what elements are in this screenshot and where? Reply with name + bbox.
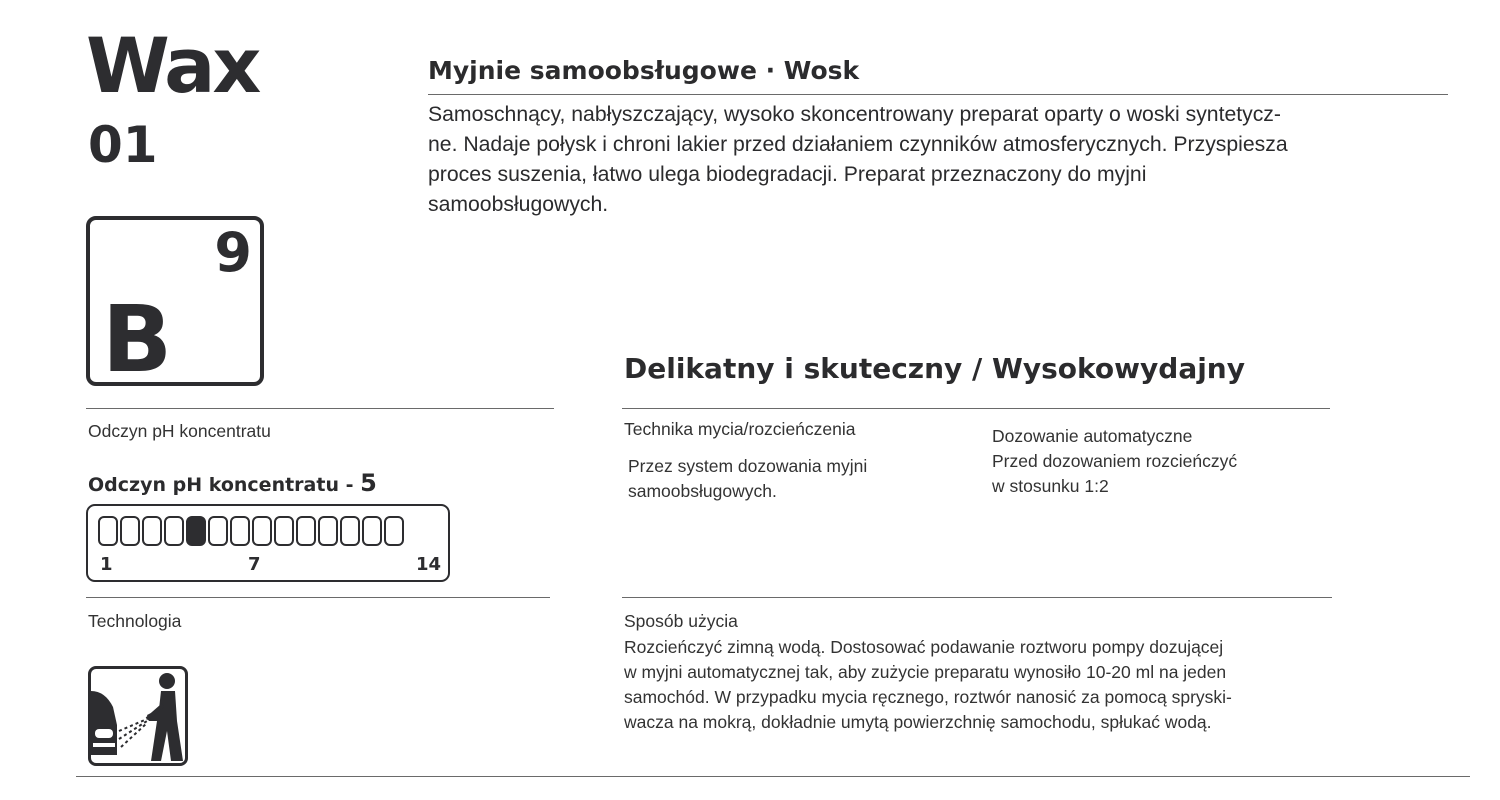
- ph-cell: [384, 516, 404, 546]
- ph-cell: [230, 516, 250, 546]
- footer-divider: [76, 776, 1470, 777]
- dosing-line: Dozowanie automatyczne: [992, 426, 1193, 446]
- header-divider: [428, 94, 1448, 95]
- ph-cell: [142, 516, 162, 546]
- product-number: 01: [88, 116, 158, 174]
- technique-line: Przez system dozowania myjni: [628, 456, 868, 476]
- ph-title-text: Odczyn pH koncentratu -: [88, 474, 361, 496]
- technique-text: [628, 454, 867, 504]
- description-line: ne. Nadaje połysk i chroni lakier przed działaniem czynników atmosferycznych. Przyspiesza: [428, 133, 1288, 156]
- ph-tick-min: 1: [100, 554, 113, 575]
- product-name: Wax: [86, 21, 259, 110]
- product-description: [428, 100, 1418, 220]
- ph-title: [88, 469, 377, 497]
- ph-tick-mid: 7: [248, 554, 261, 575]
- technology-label: Technologia: [88, 611, 182, 631]
- description-line: Samoschnący, nabłyszczający, wysoko skoncentrowany preparat oparty o woski syntetycz-: [428, 103, 1281, 126]
- technique-section-divider: [622, 408, 1330, 409]
- ph-cell: [318, 516, 338, 546]
- pressure-washer-icon: [88, 666, 188, 766]
- usage-section-divider: [622, 597, 1332, 598]
- technology-section-divider: [86, 597, 550, 598]
- ph-cell-active: [186, 516, 206, 546]
- ph-cell: [120, 516, 140, 546]
- technique-line: samoobsługowych.: [628, 481, 777, 501]
- usage-line: wacza na mokrą, dokładnie umytą powierzchnię samochodu, spłukać wodą.: [624, 712, 1212, 732]
- ph-cell: [296, 516, 316, 546]
- usage-label: Sposób użycia: [624, 611, 738, 631]
- ph-section-divider: [86, 408, 554, 409]
- element-tile: [86, 216, 264, 393]
- dosing-line: Przed dozowaniem rozcieńczyć: [992, 451, 1238, 471]
- ph-cell: [252, 516, 272, 546]
- usage-text: [624, 635, 1232, 735]
- description-line: samoobsługowych.: [428, 193, 609, 216]
- element-number: 9: [214, 221, 252, 284]
- ph-cell: [98, 516, 118, 546]
- ph-cell: [340, 516, 360, 546]
- product-heading: Myjnie samoobsługowe · Wosk: [428, 56, 860, 85]
- element-letter: B: [102, 286, 173, 393]
- description-line: proces suszenia, łatwo ulega biodegradacji. Preparat przeznaczony do myjni: [428, 163, 1147, 186]
- technique-label: Technika mycia/rozcieńczenia: [624, 419, 856, 439]
- ph-cell: [362, 516, 382, 546]
- usage-line: samochód. W przypadku mycia ręcznego, roztwór nanosić za pomocą spryski-: [624, 687, 1232, 707]
- ph-scale: [86, 504, 450, 582]
- ph-tick-max: 14: [416, 554, 442, 575]
- usage-line: Rozcieńczyć zimną wodą. Dostosować podawanie roztworu pompy dozującej: [624, 637, 1224, 657]
- usage-line: w myjni automatycznej tak, aby zużycie preparatu wynosiło 10-20 ml na jeden: [624, 662, 1227, 682]
- ph-cells: [98, 516, 404, 546]
- dosing-text: [992, 424, 1237, 499]
- ph-cell: [164, 516, 184, 546]
- dosing-line: w stosunku 1:2: [992, 476, 1109, 496]
- ph-cell: [208, 516, 228, 546]
- tagline: Delikatny i skuteczny / Wysokowydajny: [624, 352, 1245, 385]
- ph-value: 5: [360, 469, 377, 497]
- ph-section-label: Odczyn pH koncentratu: [88, 421, 271, 441]
- ph-cell: [274, 516, 294, 546]
